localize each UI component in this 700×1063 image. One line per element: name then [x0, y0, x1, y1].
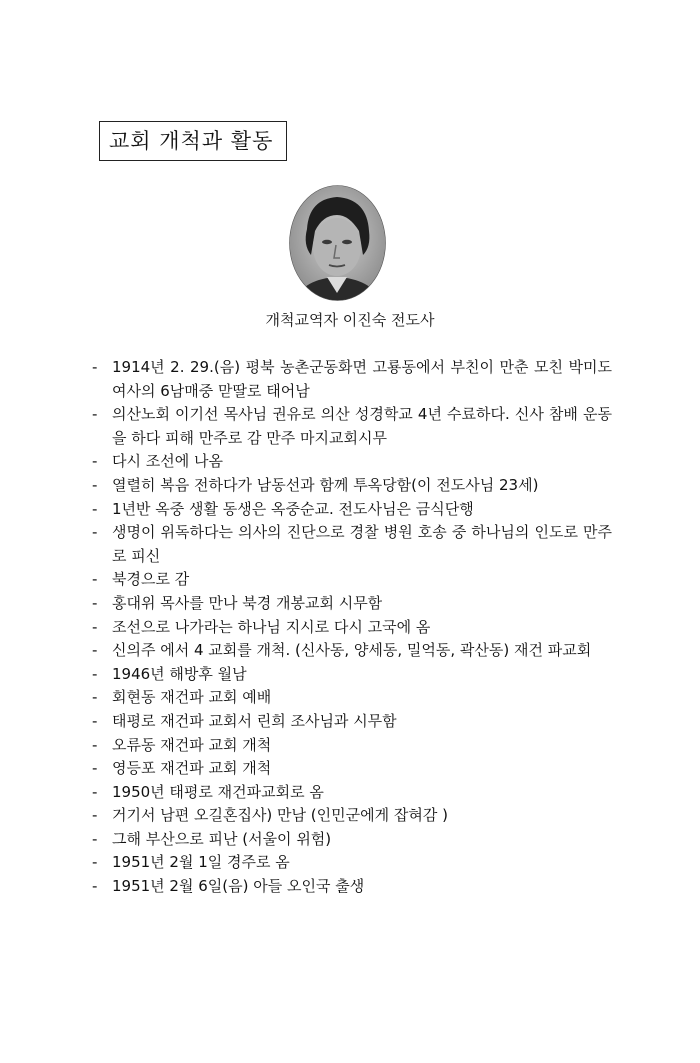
- section-heading: 교회 개척과 활동: [99, 121, 287, 161]
- list-item: - 거기서 남편 오길혼집사) 만남 (인민군에게 잡혀감 ): [92, 806, 448, 825]
- timeline-list: [92, 356, 612, 899]
- list-item: - 1946년 해방후 월남: [92, 664, 247, 683]
- list-item: - 그해 부산으로 피난 (서울이 위험): [92, 829, 332, 848]
- portrait-photo: [289, 185, 386, 301]
- list-item: - 생명이 위독하다는 의사의 진단으로 경찰 병원 호송 중 하나님의 인도로 만주로 피신: [92, 523, 612, 565]
- list-item: - 홍대위 목사를 만나 북경 개봉교회 시무함: [92, 593, 383, 612]
- list-item: - 다시 조선에 나옴: [92, 452, 223, 471]
- list-item: - 1950년 태평로 재건파교회로 옴: [92, 782, 324, 801]
- list-item: - 의산노회 이기선 목사님 권유로 의산 성경학교 4년 수료하다. 신사 참배 운동을 하다 피해 만주로 감 만주 마지교회시무: [92, 405, 612, 447]
- list-item: - 1951년 2월 6일(음) 아들 오인국 출생: [92, 877, 365, 896]
- list-item: - 오류동 재건파 교회 개척: [92, 735, 272, 754]
- list-item: - 조선으로 나가라는 하나님 지시로 다시 고국에 옴: [92, 617, 431, 636]
- list-item: - 1년반 옥중 생활 동생은 옥중순교. 전도사님은 금식단행: [92, 499, 474, 518]
- list-item: - 신의주 에서 4 교회를 개척. (신사동, 양세동, 밀억동, 곽산동) 재건 파교회: [92, 641, 592, 660]
- list-item: - 태평로 재건파 교회서 린희 조사님과 시무함: [92, 711, 397, 730]
- photo-caption: 개척교역자 이진숙 전도사: [265, 311, 435, 329]
- list-item: - 회현동 재건파 교회 예배: [92, 688, 272, 707]
- list-item: - 1914년 2. 29.(음) 평북 농촌군동화면 고룡동에서 부친이 만춘 모친 박미도여사의 6남매중 맏딸로 태어남: [92, 358, 612, 400]
- list-item: - 1951년 2월 1일 경주로 옴: [92, 853, 290, 872]
- list-item: - 영등포 재건파 교회 개척: [92, 759, 272, 778]
- list-item: - 북경으로 감: [92, 570, 190, 589]
- list-item: - 열렬히 복음 전하다가 남동선과 함께 투옥당함(이 전도사님 23세): [92, 475, 539, 494]
